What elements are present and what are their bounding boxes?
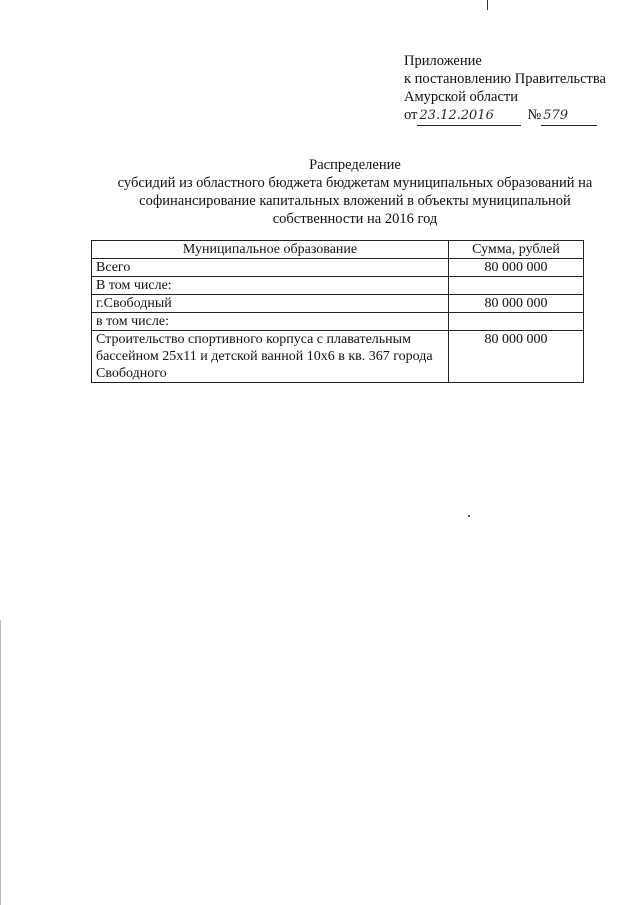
table-row [92, 259, 584, 277]
annex-line-3: Амурской области [404, 89, 518, 105]
row-label: г.Свободный [92, 295, 449, 313]
annex-title: Приложение [404, 53, 482, 69]
number-value: 579 [541, 107, 597, 126]
date-value: 23.12.2016 [417, 107, 521, 126]
title-line-1: Распределение [309, 157, 401, 173]
header-municipality: Муниципальное образование [92, 241, 449, 259]
row-label: в том числе: [92, 313, 449, 331]
title-line-3: софинансирование капитальных вложений в объекты муниципальной [139, 193, 571, 209]
row-label: Всего [92, 259, 449, 277]
header-sum: Сумма, рублей [449, 241, 584, 259]
scan-edge-line [0, 620, 1, 905]
scan-speck [468, 515, 470, 517]
date-prefix: от [404, 107, 418, 123]
subsidy-table [91, 240, 584, 383]
table-row [92, 313, 584, 331]
row-label: Строительство спортивного корпуса с плавательным бассейном 25х11 и детской ванной 10х6 в кв. 367 города Свободного [92, 331, 449, 383]
row-sum [449, 277, 584, 295]
row-sum [449, 313, 584, 331]
row-sum: 80 000 000 [449, 259, 584, 277]
title-line-4: собственности на 2016 год [272, 211, 438, 227]
table-row [92, 295, 584, 313]
row-label: В том числе: [92, 277, 449, 295]
table-header-row [92, 241, 584, 259]
title-line-2: субсидий из областного бюджета бюджетам муниципальных образований на [117, 175, 593, 191]
date-number-line [404, 106, 606, 126]
table-row [92, 331, 584, 383]
annex-line-2: к постановлению Правительства [404, 71, 606, 87]
document-title [60, 156, 640, 228]
annex-block [404, 52, 606, 126]
table-row [92, 277, 584, 295]
scan-mark [487, 0, 488, 10]
row-sum: 80 000 000 [449, 331, 584, 383]
row-sum: 80 000 000 [449, 295, 584, 313]
number-label: № [527, 107, 542, 123]
